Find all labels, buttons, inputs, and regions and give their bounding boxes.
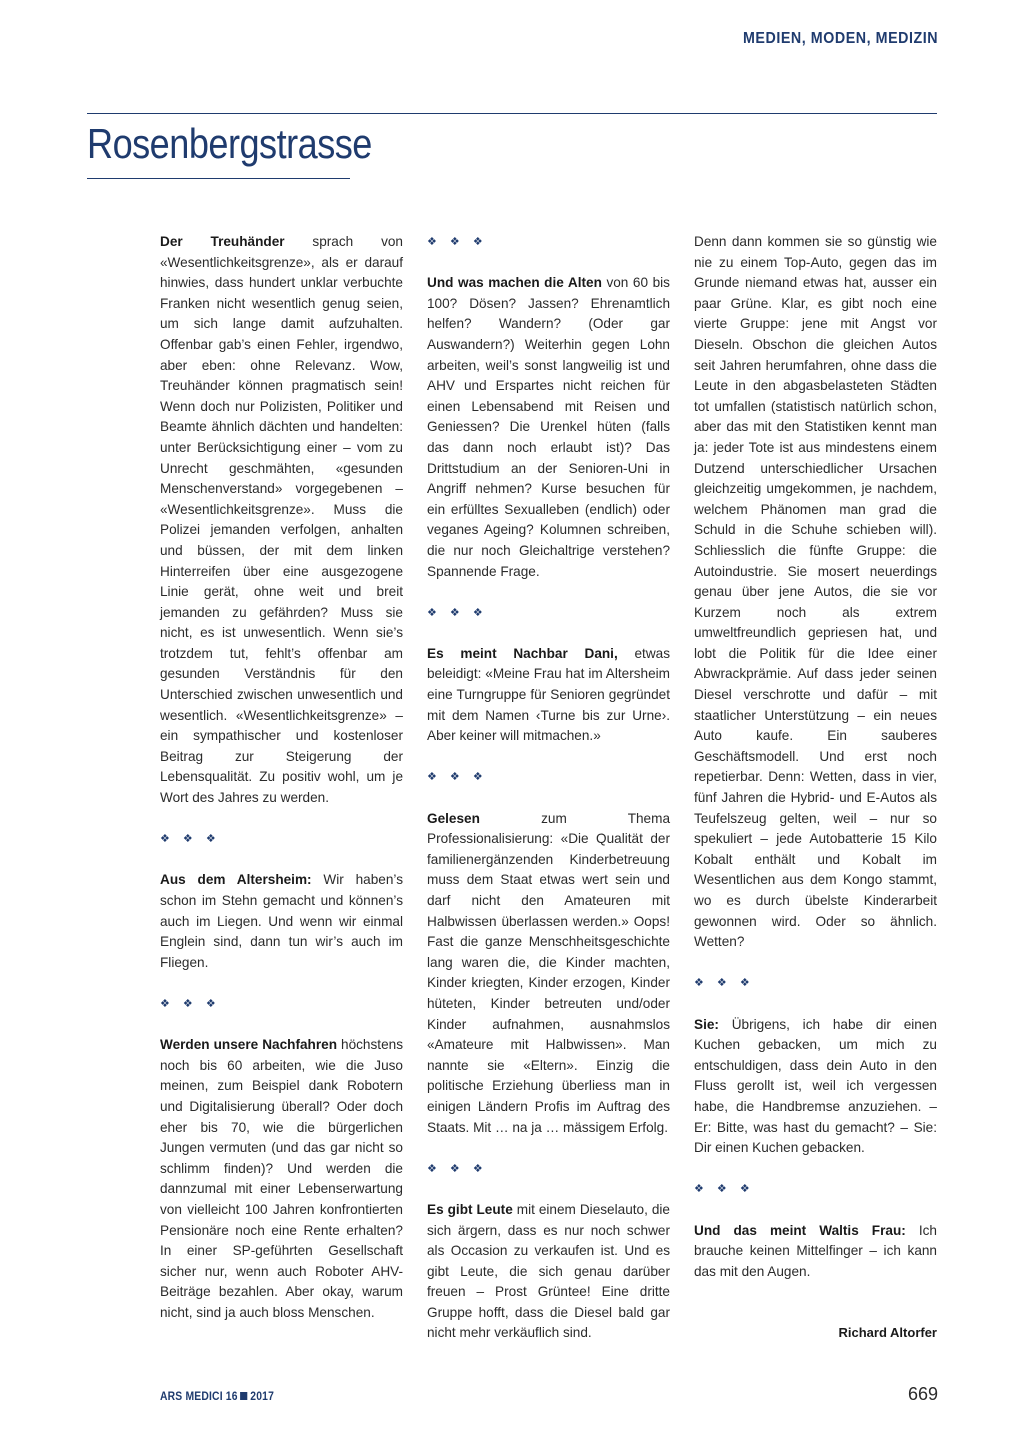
- paragraph: [160, 1035, 403, 1323]
- paragraph-text: Übrigens, ich habe dir einen Kuchen gebacken, um mich zu entschuldigen, dass dein Auto in den Fluss gerollt ist, weil ich vergessen habe, die Handbremse anzuziehen. – Er: Bitte, was hast du gemacht? – Sie: Dir einen Kuchen gebacken.: [694, 1016, 937, 1156]
- paragraph: [694, 1221, 937, 1283]
- paragraph-text: zum Thema Professionalisierung: «Die Qualität der familienergänzenden Kinderbetreuung muss dem Staat etwas wert sein und darf nicht den Amateuren mit Halbwissen überlassen werden.» Oops! Fast die ganze Menschheitsgeschichte lang waren die, die Kinder machten, Kinder kriegten, Kinder erzogen, Kinder hüteten, Kinder betreuten und/oder Kinder aufnahmen, ausnahmslos «Amateure mit Halbwissen». Man nannte sie «Eltern». Einzig die politische Erziehung überliess man in einigen Ländern Profis im Auftrag des Staats. Mit … na ja … mässigem Erfolg.: [427, 810, 670, 1135]
- paragraph-lead: Der Treuhänder: [160, 234, 285, 249]
- paragraph-lead: Es meint Nachbar Dani,: [427, 645, 618, 661]
- paragraph-lead: Es gibt Leute: [427, 1201, 513, 1217]
- article-title: Rosenbergstrasse: [87, 120, 372, 167]
- paragraph-lead: Und das meint Waltis Frau:: [694, 1222, 906, 1238]
- footer-journal: [160, 1391, 274, 1403]
- journal-year: 2017: [250, 1391, 275, 1403]
- author-signature: Richard Altorfer: [838, 1325, 937, 1341]
- paragraph-text: höchstens noch bis 60 arbeiten, wie die Juso meinen, zum Beispiel dank Robotern und Digitalisierung überall? Oder doch eher bis 70, wie die bürgerlichen Jungen vermuten (und das gar nicht so schlimm finden)? Und werden die dannzumal mit einer Lebenserwartung von vielleicht 100 Jahren konfrontierten Pensionäre noch eine Rente erhalten? In einer SP-geführten Gesellschaft sicher nur, wenn auch Roboter AHV-Beiträge bezahlen. Aber okay, warum nicht, sind ja auch bloss Menschen.: [160, 1037, 403, 1320]
- paragraph-lead: Werden unsere Nachfahren: [160, 1037, 337, 1053]
- paragraph: [427, 1200, 670, 1344]
- ornament-divider: ❖ ❖ ❖: [694, 1183, 755, 1196]
- paragraph-lead: Gelesen: [427, 810, 480, 826]
- ornament-divider: ❖ ❖ ❖: [427, 236, 488, 248]
- paragraph-lead: Sie:: [694, 1016, 719, 1032]
- top-rule: [87, 113, 937, 114]
- paragraph-text: Wir haben’s schon im Stehn gemacht und können’s auch im Liegen. Und wenn wir einmal Englein sind, dann tun wir’s auch im Fliegen.: [160, 872, 403, 970]
- page-number: 669: [907, 1384, 938, 1404]
- ornament-divider: ❖ ❖ ❖: [160, 833, 221, 846]
- paragraph-text: etwas beleidigt: «Meine Frau hat im Altersheim eine Turngruppe für Senioren gegründet mit dem Namen ‹Turne bis zur Urne›. Aber keiner will mitmachen.»: [427, 645, 671, 744]
- column-3: [694, 232, 937, 1344]
- paragraph: [427, 644, 670, 747]
- paragraph: [160, 232, 403, 809]
- ornament-divider: ❖ ❖ ❖: [694, 977, 755, 990]
- paragraph: [427, 809, 670, 1139]
- paragraph: [694, 1015, 937, 1159]
- ornament-divider: ❖ ❖ ❖: [427, 1162, 488, 1175]
- journal-name: ARS MEDICI 16: [160, 1391, 238, 1403]
- column-2: [427, 232, 670, 1344]
- paragraph: [160, 870, 403, 973]
- column-1: [160, 232, 403, 1323]
- paragraph-text: sprach von «Wesentlichkeitsgrenze», als er darauf hinwies, dass hundert unklar verbuchte Franken nicht wesentlich genug seien, um sich lange damit aufzuhalten. Offenbar gab’s einen Fehler, irgendwo, aber eben: ohne Relevanz. Wow, Treuhänder können pragmatisch sein! Wenn doch nur Polizisten, Politiker und Beamte ähnlich dächten und handelten: unter Berücksichtigung einer – vom zu Unrecht geschmähten, «gesunden Menschenverstand» vorgegebenen – «Wesentlichkeitsgrenze». Muss die Polizei jemanden verfolgen, anhalten und büssen, der mit dem linken Hinterreifen über eine ausgezogene Linie gerät, ohne weit und breit jemanden zu gefährden? Muss sie nicht, es ist unwesentlich. Wenn sie’s trotzdem tut, fehlt’s offenbar am gesunden Verständnis für den Unterschied zwischen unwesentlich und wesentlich. «Wesentlichkeitsgrenze» – ein sympathischer und kostenloser Beitrag zur Steigerung der Lebensqualität. Zu positiv wohl, um je Wort des Jahres zu werden.: [160, 234, 403, 806]
- paragraph-lead: Aus dem Altersheim:: [160, 872, 312, 888]
- square-separator-icon: [240, 1392, 247, 1400]
- paragraph-text: Ich brauche keinen Mittelfinger – ich kann das mit den Augen.: [694, 1222, 937, 1279]
- paragraph-text: von 60 bis 100? Dösen? Jassen? Ehrenamtlich helfen? Wandern? (Oder gar Auswandern?) Weiterhin gegen Lohn arbeiten, weil’s sonst langweilig ist und AHV und Erspartes nicht reichen für einen Lebensabend mit Reisen und Geniessen? Die Urenkel hüten (falls das dann noch erlaubt ist)? Das Drittstudium an der Senioren-Uni in Angriff nehmen? Kurse besuchen für ein erfülltes Sexualleben (endlich) oder veganes Ageing? Kolumnen schreiben, die nur noch Gleichaltrige verstehen? Spannende Frage.: [427, 275, 670, 579]
- paragraph: [427, 273, 670, 582]
- paragraph-text: mit einem Dieselauto, die sich ärgern, dass es nur noch schwer als Occasion zu verkaufen ist. Und es gibt Leute, die sich genau darüber freuen – Prost Grüntee! Eine dritte Gruppe hofft, dass die Diesel bald gar nicht mehr verkäuflich sind.: [427, 1201, 670, 1341]
- ornament-divider: ❖ ❖ ❖: [427, 606, 488, 619]
- ornament-divider: ❖ ❖ ❖: [160, 997, 221, 1010]
- paragraph-text: Denn dann kommen sie so günstig wie nie zu einem Top-Auto, gegen das im Grunde niemand etwas hat, ausser ein paar Grüne. Klar, es gibt noch eine vierte Gruppe: jene mit Angst vor Dieseln. Obschon die gleichen Autos seit Jahren herumfahren, ohne dass die Leute in den abgasbelasteten Städten tot umfallen (statistisch natürlich schon, aber das mit den Statistiken kennt man ja: jeder Tote ist aus mindestens einem Dutzend unterschiedlicher Ursachen gleichzeitig umgekommen, je nachdem, welchem Phänomen man grad die Schuld in die Schuhe schieben will). Schliesslich die fünfte Gruppe: die Autoindustrie. Sie mosert neuerdings genau über jene Autos, die sie vor Kurzem noch als extrem umweltfreundlich gepriesen hat, und lobt die Politik für die Idee einer Abwrackprämie. Auf dass jeder seinen Diesel verschrotte und dafür – mit staatlicher Unterstützung – ein neues Auto kaufe. Ein sauberes Geschäftsmodell. Und erst noch repetierbar. Denn: Wetten, dass in vier, fünf Jahren die Hybrid- und E-Autos als Teufelszeug gelten, weil – nur so spekuliert – jede Autobatterie 15 Kilo Kobalt enthält und Kobalt im Wesentlichen aus dem Kongo stammt, wo es durch übelste Kinderarbeit gewonnen wird. Oder so ähnlich. Wetten?: [694, 234, 937, 950]
- section-header: MEDIEN, MODEN, MEDIZIN: [742, 30, 938, 47]
- title-underline: [87, 178, 350, 179]
- ornament-divider: ❖ ❖ ❖: [427, 771, 488, 784]
- paragraph-lead: Und was machen die Alten: [427, 275, 602, 291]
- paragraph: [694, 232, 937, 953]
